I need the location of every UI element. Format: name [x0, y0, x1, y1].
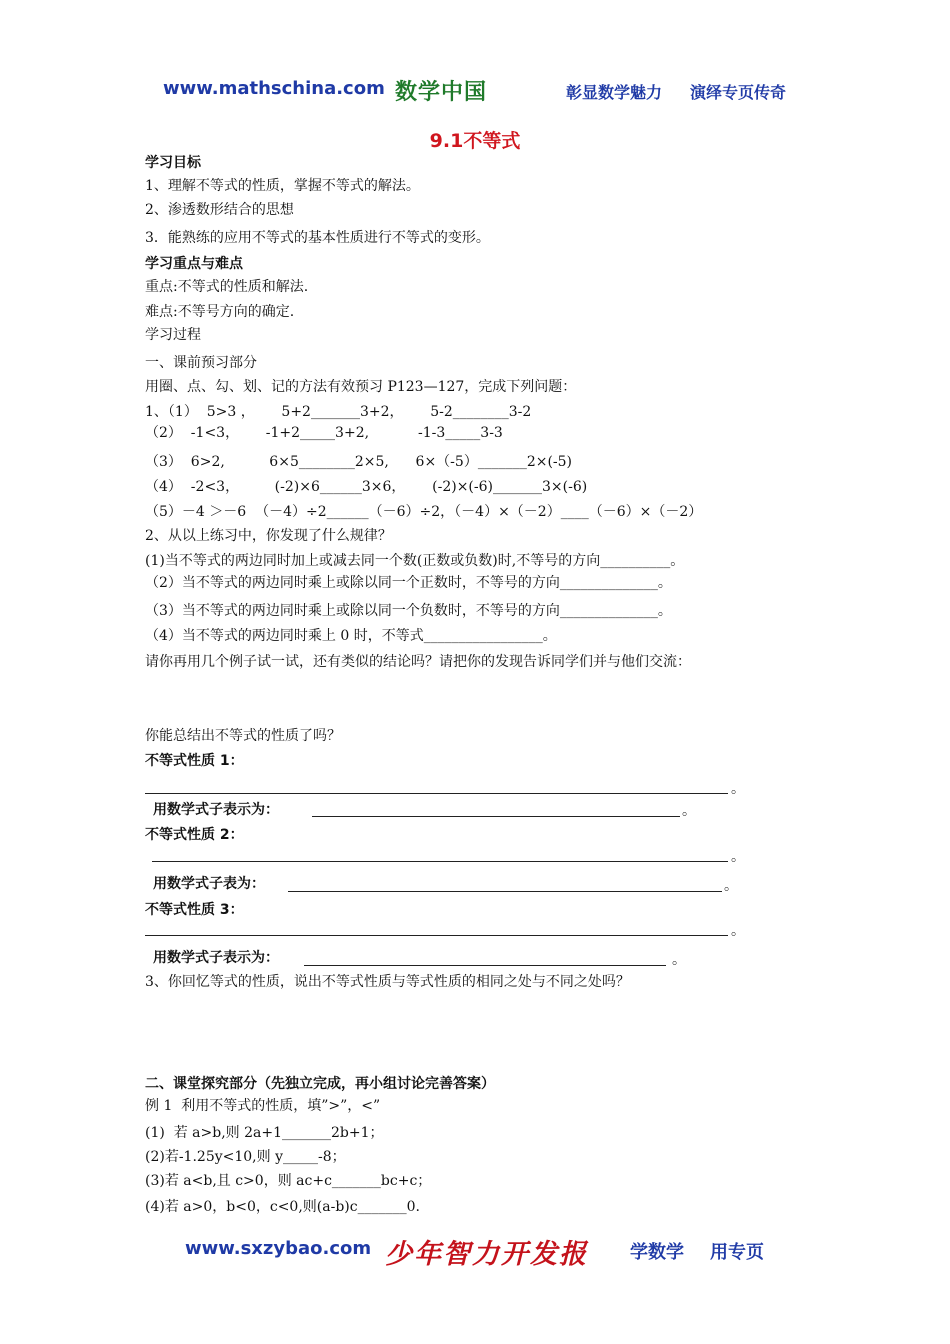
- rule-4: （4）当不等式的两边同时乘上 0 时，不等式_________________。: [145, 628, 557, 644]
- header-site-url: www.mathschina.com: [163, 78, 385, 99]
- footer-site-url: www.sxzybao.com: [185, 1238, 372, 1259]
- answer-line: [152, 861, 728, 862]
- objective-3: 3．能熟练的应用不等式的基本性质进行不等式的变形。: [145, 230, 490, 246]
- period: 。: [724, 878, 738, 894]
- example-1-4: (4)若 a>0，b<0，c<0,则(a-b)c_______0.: [145, 1199, 420, 1215]
- objective-1: 1、理解不等式的性质，掌握不等式的解法。: [145, 178, 420, 194]
- rule-2: （2）当不等式的两边同时乘上或除以同一个正数时，不等号的方向______________。: [145, 575, 672, 591]
- exercise-1-1: 1、（1） 5>3 ， 5+2_______3+2， 5-2________3-2: [145, 404, 532, 420]
- footer-slogan-2: 用专页: [710, 1242, 764, 1263]
- page-title: 9.1不等式: [429, 130, 521, 152]
- exercise-1-4: （4） -2<3， (-2)×6______3×6， (-2)×(-6)_______3×(-6): [145, 479, 588, 495]
- rule-1: (1)当不等式的两边同时加上或减去同一个数(正数或负数)时,不等号的方向__________。: [145, 553, 685, 569]
- example-1-1: (1) 若 a>b,则 2a+1_______2b+1；: [145, 1125, 384, 1141]
- period: 。: [682, 803, 696, 819]
- summary-question: 你能总结出不等式的性质了吗？: [145, 728, 341, 744]
- answer-line: [288, 891, 722, 892]
- example-1-3: (3)若 a<b,且 c>0，则 ac+c_______bc+c；: [145, 1173, 432, 1189]
- period: 。: [731, 849, 745, 865]
- property-2-label: 不等式性质 2：: [145, 827, 244, 843]
- page-header: [0, 72, 950, 112]
- answer-line: [145, 935, 728, 936]
- process-heading: 学习过程: [145, 327, 201, 343]
- answer-line: [304, 965, 666, 966]
- exercise-1-2: （2） -1<3， -1+2_____3+2, -1-3_____3-3: [145, 425, 503, 441]
- part2-heading: 二、课堂探究部分（先独立完成，再小组讨论完善答案）: [145, 1076, 495, 1092]
- part1-heading: 一、课前预习部分: [145, 355, 257, 371]
- header-slogan-1: 彰显数学魅力: [566, 83, 663, 102]
- property-3-math-label: 用数学式子表示为：: [153, 950, 279, 966]
- footer-brand: 少年智力开发报: [385, 1239, 588, 1270]
- example-1-heading: 例 1 利用不等式的性质，填”>”，<”: [145, 1098, 381, 1114]
- rule-3: （3）当不等式的两边同时乘上或除以同一个负数时，不等号的方向______________。: [145, 603, 672, 619]
- footer-slogan-1: 学数学: [630, 1242, 684, 1263]
- page-footer: [0, 1228, 950, 1268]
- property-3-label: 不等式性质 3：: [145, 902, 244, 918]
- answer-line: [312, 816, 680, 817]
- key-points-heading: 学习重点与难点: [145, 256, 243, 272]
- example-1-2: (2)若-1.25y<10,则 y_____-8；: [145, 1149, 346, 1165]
- objectives-heading: 学习目标: [145, 155, 201, 171]
- part1-intro: 用圈、点、勾、划、记的方法有效预习 P123—127，完成下列问题：: [145, 379, 577, 395]
- section-2-heading: 2、从以上练习中，你发现了什么规律？: [145, 528, 392, 544]
- objective-2: 2、渗透数形结合的思想: [145, 202, 294, 218]
- property-1-math-label: 用数学式子表示为：: [153, 802, 279, 818]
- period: 。: [731, 781, 745, 797]
- section-3-question: 3、你回忆等式的性质，说出不等式性质与等式性质的相同之处与不同之处吗？: [145, 974, 630, 990]
- period: 。: [672, 952, 686, 968]
- try-prompt: 请你再用几个例子试一试，还有类似的结论吗？请把你的发现告诉同学们并与他们交流：: [145, 654, 691, 670]
- exercise-1-3: （3） 6>2, 6×5________2×5, 6×（-5）_______2×(-5): [145, 454, 573, 470]
- exercise-1-5: （5）－4 ＞－6 （－4）÷2______（－6）÷2，（－4）×（－2）____（－6）×（－2）: [145, 504, 703, 520]
- property-2-math-label: 用数学式子表为：: [153, 876, 265, 892]
- header-logo: 数学中国: [395, 80, 488, 105]
- answer-line: [145, 793, 728, 794]
- period: 。: [731, 923, 745, 939]
- header-slogan-2: 演绎专页传奇: [690, 83, 787, 102]
- key-point-difficulty: 难点:不等号方向的确定.: [145, 304, 295, 320]
- key-point-focus: 重点:不等式的性质和解法.: [145, 279, 309, 295]
- property-1-label: 不等式性质 1：: [145, 753, 244, 769]
